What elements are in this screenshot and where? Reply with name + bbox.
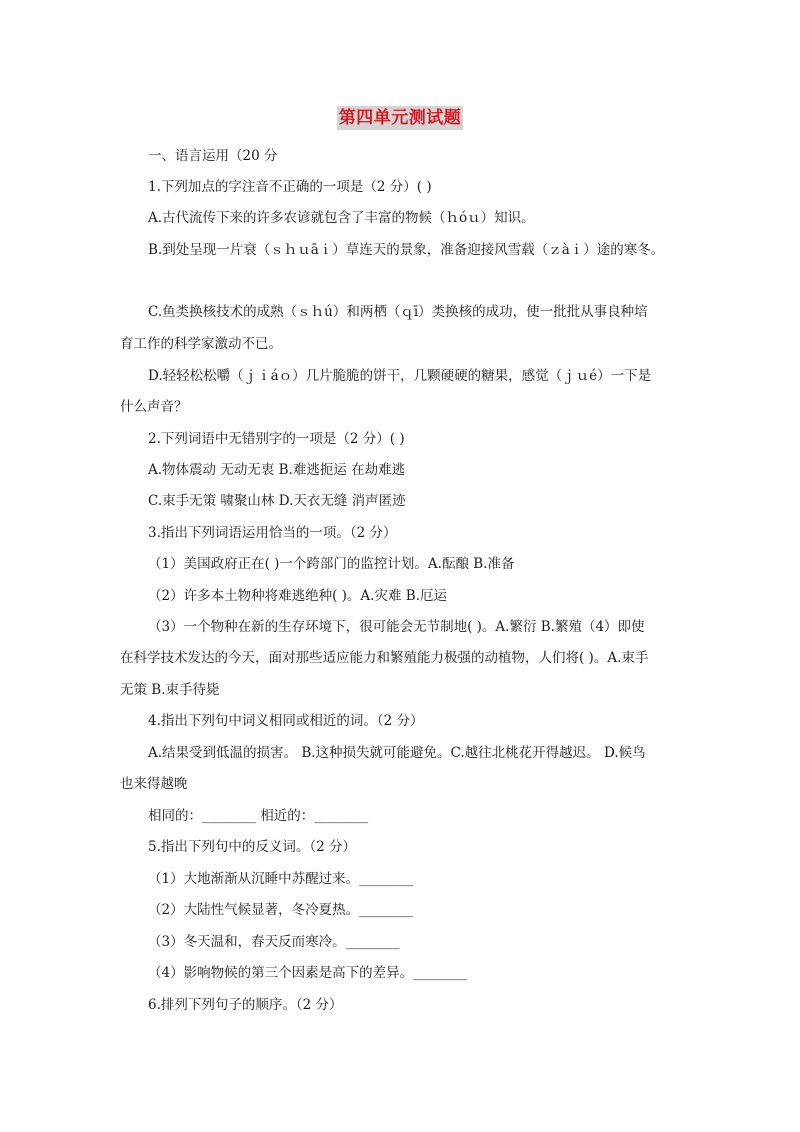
- question-3: 3.指出下列词语运用恰当的一项。（2 分）: [148, 525, 397, 541]
- question-6: 6.排列下列句子的顺序。（2 分）: [148, 997, 343, 1013]
- question-5: 5.指出下列句中的反义词。（2 分）: [148, 839, 357, 855]
- q1-option-c-cont: 育工作的科学家激动不已。: [120, 336, 282, 352]
- q1-option-b: B.到处呈现一片衰（ｓｈｕāｉ）草连天的景象，准备迎接风雪载（ｚàｉ）途的寒冬。: [148, 242, 665, 258]
- q4-answer-blanks: 相同的：________ 相近的：________: [148, 808, 369, 824]
- q3-item-1: （1）美国政府正在( )一个跨部门的监控计划。A.酝酿 B.准备: [148, 556, 515, 572]
- q3-item-4-cont: 无策 B.束手待毙: [120, 682, 220, 698]
- q3-item-3: （3）一个物种在新的生存环境下，很可能会无节制地( )。A.繁衍 B.繁殖（4）即使: [148, 619, 645, 635]
- question-2: 2.下列词语中无错别字的一项是（2 分）( ): [148, 431, 405, 447]
- q1-option-d-cont: 什么声音？: [120, 399, 188, 415]
- question-4: 4.指出下列句中词义相同或相近的词。（2 分）: [148, 713, 424, 729]
- q2-options-cd: C.束手无策 啸聚山林 D.天衣无缝 消声匿迹: [148, 493, 406, 509]
- q1-option-a: A.古代流传下来的许多农谚就包含了丰富的物候（ｈóｕ）知识。: [148, 210, 535, 226]
- q3-item-4: 在科学技术发达的今天，面对那些适应能力和繁殖能力极强的动植物，人们将( )。A.束手: [120, 650, 649, 666]
- q1-option-c: C.鱼类换核技术的成熟（ｓｈú）和两栖（ｑī）类换核的成功，使一批批从事良种培: [148, 304, 648, 320]
- q1-option-d: D.轻轻松松嚼（ｊｉáｏ）几片脆脆的饼干，几颗硬硬的糖果，感觉（ｊｕé）一下是: [148, 368, 652, 384]
- section-heading: 一、语言运用（20 分: [148, 148, 278, 164]
- q4-options-cont: 也来得越晚: [120, 776, 188, 792]
- q4-options: A.结果受到低温的损害。 B.这种损失就可能避免。C.越往北桃花开得越迟。 D.候鸟: [148, 745, 646, 761]
- question-1: 1.下列加点的字注音不正确的一项是（2 分）( ): [148, 179, 432, 195]
- q2-options-ab: A.物体震动 无动无衷 B.难逃扼运 在劫难逃: [148, 462, 406, 478]
- q3-item-2: （2）许多本土物种将难逃绝种( )。A.灾难 B.厄运: [148, 588, 447, 604]
- title-wrap: [0, 106, 800, 130]
- q5-item-1: （1）大地渐渐从沉睡中苏醒过来。________: [148, 871, 414, 887]
- q5-item-2: （2）大陆性气候显著，冬冷夏热。________: [148, 902, 414, 918]
- q5-item-4: （4）影响物候的第三个因素是高下的差异。________: [148, 965, 468, 981]
- q5-item-3: （3）冬天温和，春天反而寒冷。________: [148, 934, 400, 950]
- page-title: 第四单元测试题: [338, 108, 462, 128]
